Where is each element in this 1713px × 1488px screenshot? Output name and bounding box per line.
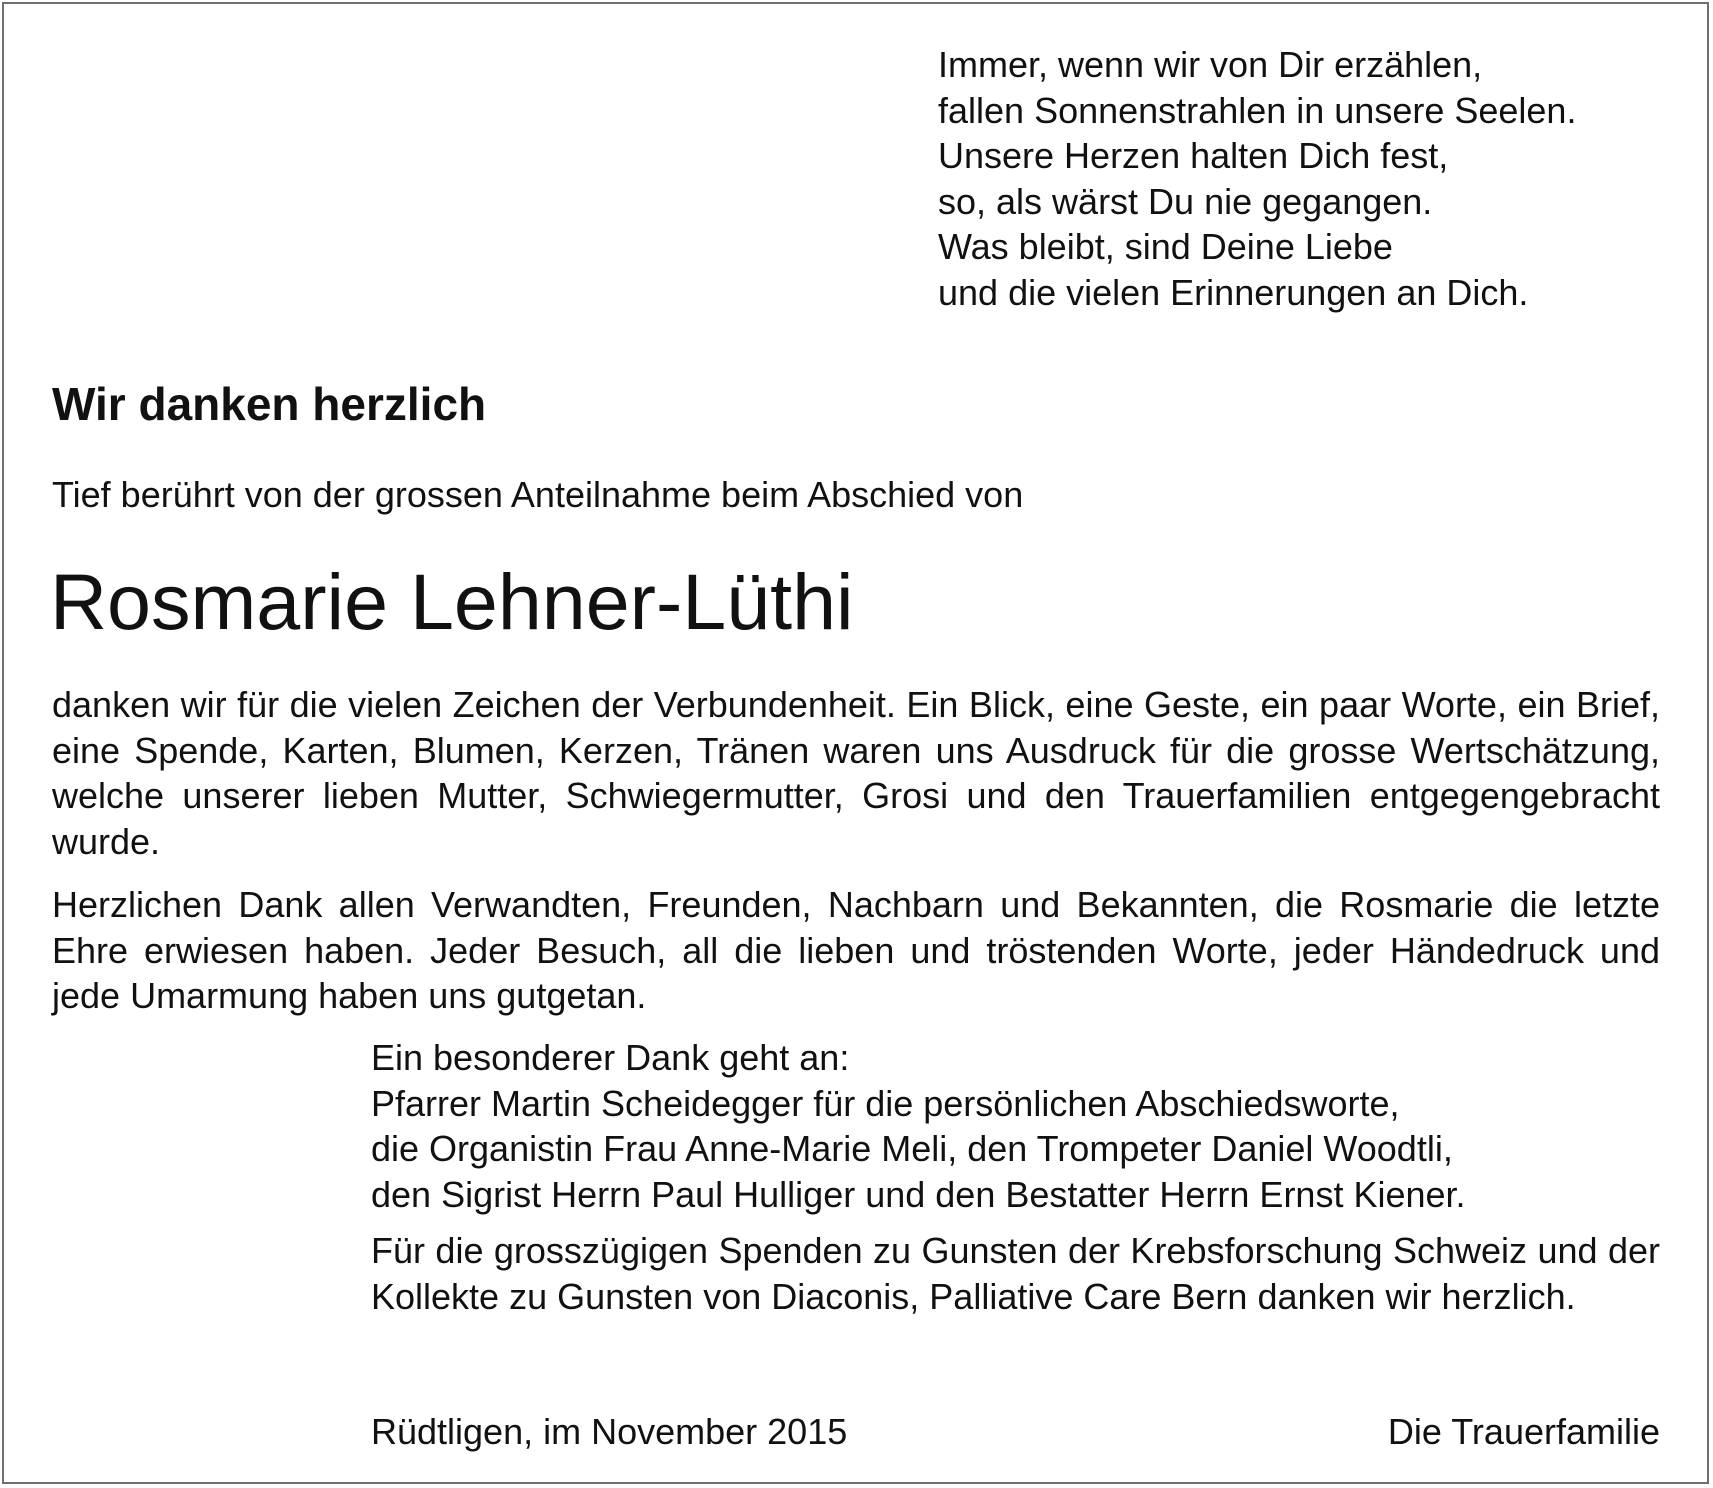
place-date: Rüdtligen, im November 2015	[371, 1411, 848, 1452]
poem	[938, 42, 1576, 315]
poem-line: Immer, wenn wir von Dir erzählen,	[938, 44, 1483, 85]
thanks-all-paragraph: Herzlichen Dank allen Verwandten, Freunden, Nachbarn und Bekannten, die Rosmarie die letzte Ehre erwiesen haben. Jeder Besuch, all die lieben und tröstenden Worte, jeder Händedruck und jede Umarmung haben uns gutgetan.	[52, 884, 1660, 1016]
deceased-name: Rosmarie Lehner-Lüthi	[50, 557, 854, 646]
special-thanks	[371, 1035, 1466, 1217]
poem-line: und die vielen Erinnerungen an Dich.	[938, 271, 1529, 313]
heading: Wir danken herzlich	[52, 378, 487, 430]
poem-line: Was bleibt, sind Deine Liebe	[938, 226, 1393, 267]
poem-line: fallen Sonnenstrahlen in unsere Seelen.	[938, 89, 1577, 131]
donations-paragraph: Für die grosszügigen Spenden zu Gunsten der Krebsforschung Schweiz und der Kollekte zu Gunsten von Diaconis, Palliative Care Bern danken wir herzlich.	[371, 1230, 1660, 1317]
gratitude-paragraph: danken wir für die vielen Zeichen der Verbundenheit. Ein Blick, eine Geste, ein paar Worte, ein Brief, eine Spende, Karten, Blumen, Kerzen, Tränen waren uns Ausdruck für die grosse Wertschätzung, welche unserer lieben Mutter, Schwiegermutter, Grosi und den Trauerfamilien entgegengebracht wurde.	[52, 684, 1660, 862]
poem-line: so, als wärst Du nie gegangen.	[938, 180, 1433, 222]
special-thanks-line: die Organistin Frau Anne-Marie Meli, den Trompeter Daniel Woodtli,	[371, 1128, 1453, 1169]
special-thanks-line: Ein besonderer Dank geht an:	[371, 1037, 850, 1078]
special-thanks-line: den Sigrist Herrn Paul Hulliger und den Bestatter Herrn Ernst Kiener.	[371, 1173, 1466, 1215]
signature: Die Trauerfamilie	[1387, 1411, 1660, 1452]
intro-line: Tief berührt von der grossen Anteilnahme beim Abschied von	[52, 474, 1024, 515]
poem-line: Unsere Herzen halten Dich fest,	[938, 135, 1449, 176]
special-thanks-line: Pfarrer Martin Scheidegger für die persönlichen Abschiedsworte,	[371, 1082, 1400, 1124]
